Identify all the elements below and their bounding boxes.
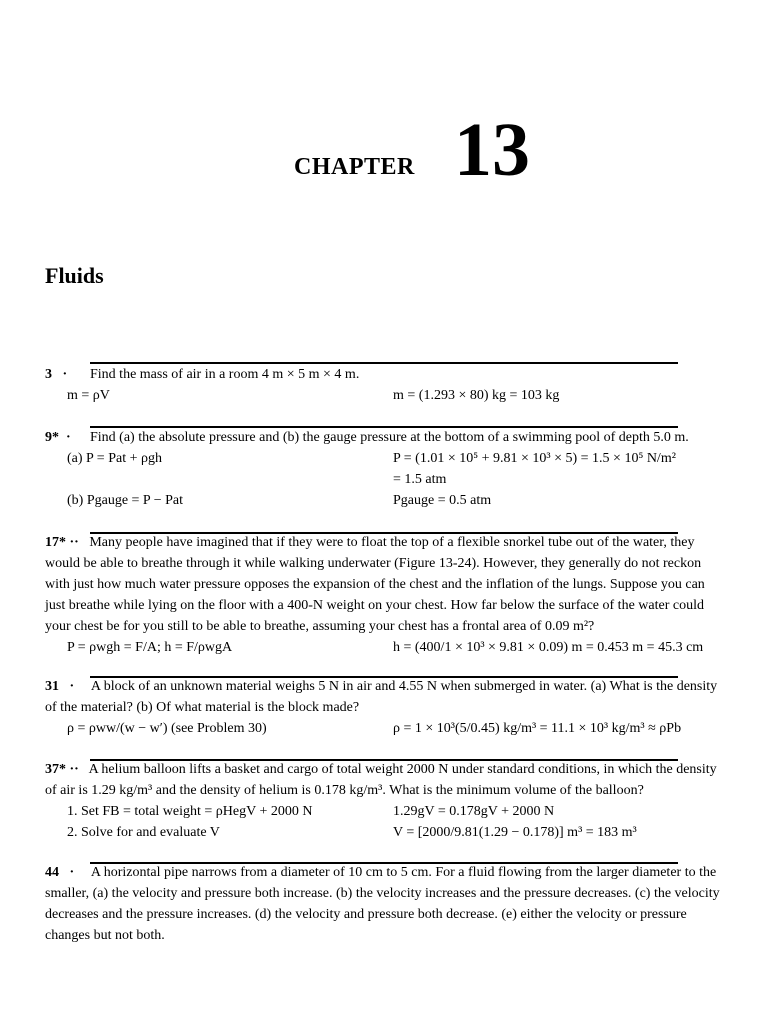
problem-44 bbox=[45, 862, 725, 946]
problem-statement: 37* ·· A helium balloon lifts a basket and cargo of total weight 2000 N under standard conditions, in which the density of air is 1.29 kg/m³ and the density of helium is 0.178 kg/m³. What is the minimum volume of the balloon? bbox=[45, 762, 717, 798]
problem-statement: Find (a) the absolute pressure and (b) the gauge pressure at the bottom of a swimming pool of depth 5.0 m. bbox=[90, 430, 689, 445]
solution-result: P = (1.01 × 10⁵ + 9.81 × 10³ × 5) = 1.5 × 10⁵ N/m² bbox=[393, 451, 676, 466]
problem-37 bbox=[45, 759, 725, 843]
problem-number: 3 · bbox=[45, 367, 68, 382]
solution-result: 1.29gV = 0.178gV + 2000 N bbox=[393, 804, 555, 819]
solution-equation: ρ = ρww/(w − w′) (see Problem 30) bbox=[67, 721, 267, 736]
problem-17 bbox=[45, 532, 725, 658]
problem-statement: 31 · A block of an unknown material weighs 5 N in air and 4.55 N when submerged in water. (a) What is the density of the material? (b) Of what material is the block made? bbox=[45, 679, 718, 715]
chapter-label: CHAPTER bbox=[294, 154, 415, 180]
solution-result: ρ = 1 × 10³(5/0.45) kg/m³ = 11.1 × 10³ kg/m³ ≈ ρPb bbox=[393, 721, 682, 736]
problem-number: 9* · bbox=[45, 430, 71, 445]
problem-3 bbox=[45, 364, 725, 406]
problem-9 bbox=[45, 427, 725, 511]
solution-result: h = (400/1 × 10³ × 9.81 × 0.09) m = 0.453 m = 45.3 cm bbox=[393, 640, 704, 655]
solution-result: V = [2000/9.81(1.29 − 0.178)] m³ = 183 m³ bbox=[393, 825, 637, 840]
solution-equation: P = ρwgh = F/A; h = F/ρwgA bbox=[67, 640, 233, 655]
problem-statement: 17* ·· Many people have imagined that if they were to float the top of a flexible snorkel tube out of the water, they would be able to breathe through it while walking underwater (Figure 13-24). However, they generally do not reckon with just how much water pressure opposes the expansion of the chest and the inflation of the lungs. Suppose you can just breathe while lying on the floor with a 400-N weight on your chest. How far below the surface of the water could your chest be for you still to be able to breathe, assuming your chest has a frontal area of 0.09 m²? bbox=[45, 535, 705, 634]
solution-equation: (a) P = Pat + ρgh bbox=[67, 451, 162, 466]
solution-result: = 1.5 atm bbox=[393, 472, 447, 487]
solution-equation: m = ρV bbox=[67, 388, 110, 403]
solution-step: 1. Set FB = total weight = ρHegV + 2000 N bbox=[67, 804, 313, 819]
problem-statement: 44 · A horizontal pipe narrows from a diameter of 10 cm to 5 cm. For a fluid flowing from the larger diameter to the smaller, (a) the velocity and pressure both increase. (b) the velocity increases and the pressure decreases. (c) the velocity decreases and the pressure increases. (d) the velocity and pressure both decrease. (e) either the velocity or pressure changes but not both. bbox=[45, 865, 720, 943]
solution-equation: (b) Pgauge = P − Pat bbox=[67, 493, 183, 508]
solution-step: 2. Solve for and evaluate V bbox=[67, 825, 220, 840]
problem-statement: Find the mass of air in a room 4 m × 5 m × 4 m. bbox=[90, 367, 360, 382]
problem-31 bbox=[45, 676, 725, 739]
chapter-number: 13 bbox=[454, 108, 530, 192]
solution-result: m = (1.293 × 80) kg = 103 kg bbox=[393, 388, 560, 403]
section-title: Fluids bbox=[45, 263, 104, 288]
chapter-heading bbox=[0, 108, 768, 192]
solution-result: Pgauge = 0.5 atm bbox=[393, 493, 492, 508]
